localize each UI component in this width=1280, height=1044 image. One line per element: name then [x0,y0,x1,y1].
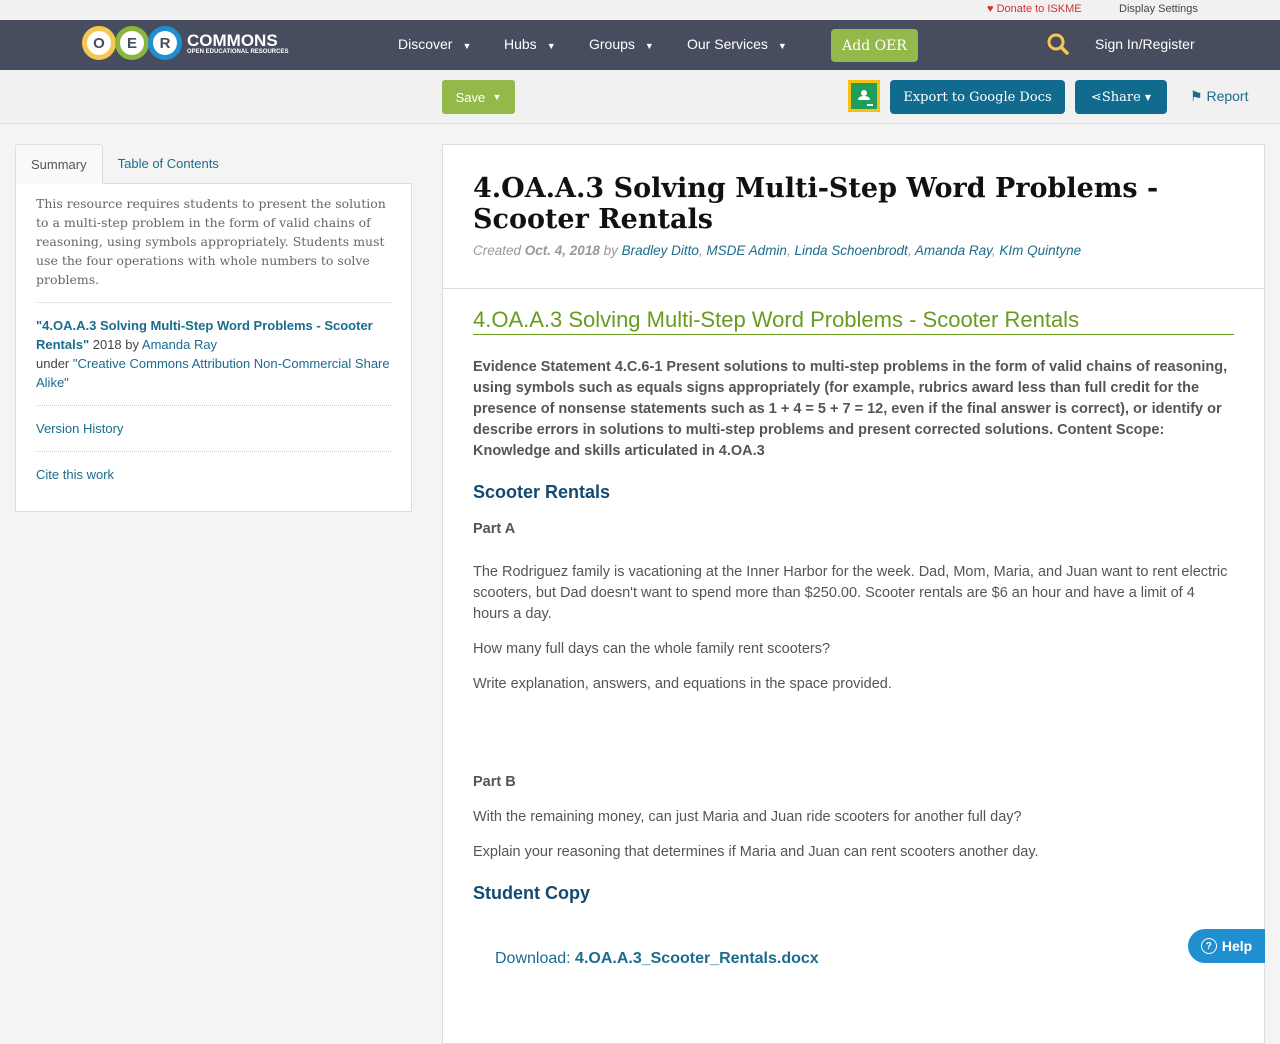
page-title: 4.OA.A.3 Solving Multi-Step Word Problems - Scooter Rentals [473,173,1159,235]
evidence-statement: Evidence Statement 4.C.6-1 Present solutions to multi-step problems in the form of valid chains of reasoning, using symbols such as equals signs appropriately (for example, rubrics award less than full credit for the presence of nonsense statements such as 1 + 4 = 5 + 7 = 12, even if the final answer is correct), or identify or describe errors in solutions to multi-step problems and present corrected solutions. Content Scope: Knowledge and skills articulated in 4.OA.3 [473,359,1228,459]
summary-text: This resource requires students to present the solution to a multi-step problem in the form of valid chains of reasoning, using symbols appropriately. Students must use the four operations with whole numbers to solve problems. [36,196,386,287]
save-button[interactable] [442,80,515,114]
nav-label: Our Services [687,36,768,52]
share-label: Share [1101,89,1141,105]
section-title: 4.OA.A.3 Solving Multi-Step Word Problems - Scooter Rentals [473,307,1234,335]
logo-ring-r: R [148,26,182,60]
resource-content [442,144,1265,1044]
chevron-down-icon: ▼ [777,41,787,51]
question-icon: ? [1201,938,1217,954]
author-link[interactable]: Bradley Ditto [621,243,699,258]
sidebar [15,144,412,512]
license-link[interactable]: "Creative Commons Attribution Non-Commercial Share Alike" [36,356,390,390]
created-date: Oct. 4, 2018 [524,243,600,258]
logo-tagline: OPEN EDUCATIONAL RESOURCES [187,48,289,55]
download-label: Download: [495,950,576,967]
logo-ring-e: E [115,26,149,60]
display-settings-link[interactable]: Display Settings [1119,3,1198,15]
resource-toolbar [0,70,1280,124]
part-b-instructions: Explain your reasoning that determines if Maria and Juan can rent scooters another day. [473,844,1039,860]
part-b-question: With the remaining money, can just Maria and Juan ride scooters for another full day? [473,809,1022,825]
report-link[interactable]: ⚑ Report [1190,88,1249,104]
nav-label: Groups [589,36,635,52]
logo-name: COMMONS [187,30,278,50]
logo-ring-o: O [82,26,116,60]
download-file-link[interactable]: 4.OA.A.3_Scooter_Rentals.docx [575,950,819,967]
add-oer-button[interactable]: Add OER [831,29,918,62]
created-label: Created [473,243,525,258]
help-button[interactable] [1188,929,1265,963]
chevron-down-icon: ▼ [644,41,654,51]
share-icon: ⋖ [1090,89,1102,105]
utility-bar [0,0,1280,20]
google-classroom-icon[interactable] [848,80,880,112]
part-b-label: Part B [473,774,516,790]
oer-commons-logo[interactable] [82,26,288,60]
nav-label: Hubs [504,36,537,52]
under-label: under [36,356,73,371]
part-a-label: Part A [473,521,516,537]
tab-table-of-contents[interactable]: Table of Contents [117,156,219,171]
search-icon[interactable] [1046,32,1070,61]
author-link[interactable]: Linda Schoenbrodt [794,243,908,258]
nav-groups[interactable] [589,36,654,52]
save-label: Save [455,89,486,105]
main-nav [0,20,1280,70]
author-link[interactable]: MSDE Admin [706,243,787,258]
attribution-year: 2018 by [89,337,142,352]
heading-scooter-rentals: Scooter Rentals [473,482,611,502]
part-a-question: How many full days can the whole family rent scooters? [473,641,831,657]
heart-icon: ♥ [987,3,994,15]
export-google-docs-button[interactable]: Export to Google Docs [890,80,1065,114]
nav-hubs[interactable] [504,36,556,52]
created-meta: Created Oct. 4, 2018 by Bradley Ditto, MSDE Admin, Linda Schoenbrodt, Amanda Ray, KIm Quintyne [473,243,1082,258]
attribution-title: "4.OA.A.3 Solving Multi-Step Word Problems - Scooter Rentals" [36,318,373,352]
heading-student-copy: Student Copy [473,883,590,903]
help-label: Help [1221,938,1253,954]
part-a-instructions: Write explanation, answers, and equations in the space provided. [473,676,892,692]
sign-in-link[interactable]: Sign In/Register [1095,36,1195,52]
download [495,950,1234,968]
part-a-text: The Rodriguez family is vacationing at the Inner Harbor for the week. Dad, Mom, Maria, and Juan want to rent electric scooters, but Dad doesn't want to spend more than $250.00. Scooter rentals are $6 an hour and have a limit of 4 hours a day. [473,564,1228,622]
attribution [36,302,391,405]
donate-link[interactable]: ♥ Donate to ISKME [987,3,1082,15]
nav-discover[interactable] [398,36,471,52]
flag-icon: ⚑ [1190,88,1203,104]
author-link[interactable]: Amanda Ray [914,243,992,258]
caret-down-icon: ▼ [1144,92,1152,102]
by-label: by [599,243,622,258]
cite-link[interactable]: Cite this work [36,467,115,482]
author-link[interactable]: Amanda Ray [141,337,218,352]
caret-down-icon: ▼ [492,92,502,102]
chevron-down-icon: ▼ [546,41,556,51]
tab-summary[interactable]: Summary [15,144,103,184]
chevron-down-icon: ▼ [462,41,472,51]
nav-our-services[interactable] [687,36,787,52]
author-link[interactable]: KIm Quintyne [999,243,1082,258]
nav-label: Discover [398,36,453,52]
share-button[interactable] [1075,80,1167,114]
version-history-link[interactable]: Version History [36,421,124,436]
